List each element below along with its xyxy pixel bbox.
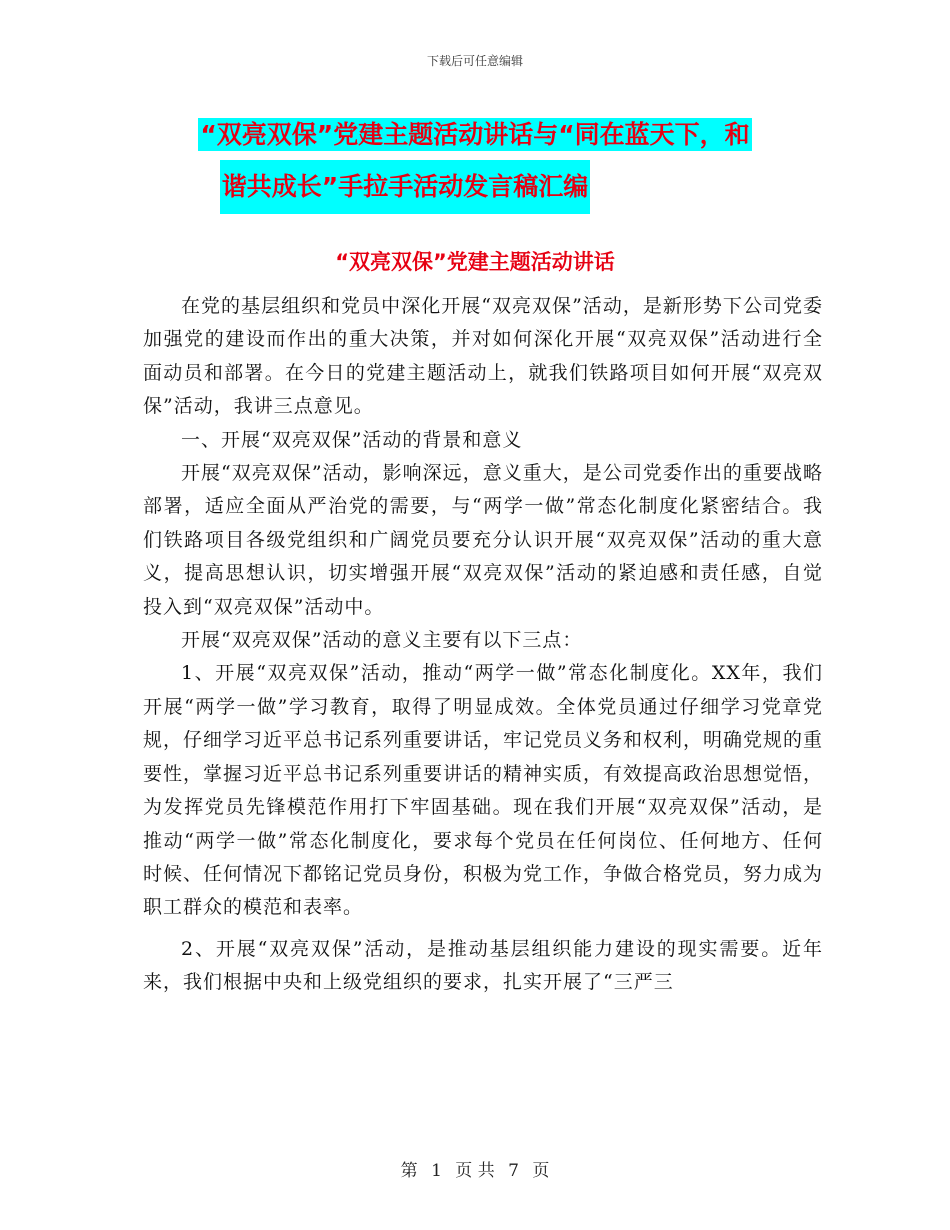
paragraph-heading-1: 一、开展“双亮双保”活动的背景和意义	[181, 428, 523, 451]
page-current: 1	[431, 1161, 442, 1181]
page-suffix: 页	[532, 1161, 550, 1181]
paragraph-significance-intro: 开展“双亮双保”活动的意义主要有以下三点：	[181, 629, 583, 652]
page-mid: 页 共	[455, 1161, 495, 1181]
page-prefix: 第	[400, 1161, 418, 1181]
document-title-line-2: 谐共成长”手拉手活动发言稿汇编	[220, 160, 590, 214]
section-title: “双亮双保”党建主题活动讲话	[335, 250, 615, 274]
paragraph-background: 开展“双亮双保”活动，影响深远，意义重大，是公司党委作出的重要战略部署，适应全面从严治党的需要，与“两学一做”常态化制度化紧密结合。我们铁路项目各级党组织和广阔党员要充分认识开展“双亮双保”活动的重大意义，提高思想认识，切实增强开展“双亮双保”活动的紧迫感和责任感，自觉投入到“双亮双保”活动中。	[143, 462, 823, 618]
paragraph-intro: 在党的基层组织和党员中深化开展“双亮双保”活动，是新形势下公司党委加强党的建设而作出的重大决策，并对如何深化开展“双亮双保”活动进行全面动员和部署。在今日的党建主题活动上，就我们铁路项目如何开展“双亮双保”活动，我讲三点意见。	[143, 295, 823, 418]
page-total: 7	[508, 1161, 519, 1181]
page-footer	[0, 1156, 950, 1181]
document-title	[0, 110, 950, 214]
paragraph-point-2: 2、开展“双亮双保”活动，是推动基层组织能力建设的现实需要。近年来，我们根据中央和上级党组织的要求，扎实开展了“三严三	[143, 937, 823, 994]
document-title-line-1: “双亮双保”党建主题活动讲话与“同在蓝天下，和	[200, 120, 750, 149]
header-note: 下载后可任意编辑	[426, 54, 523, 68]
paragraph-point-1: 1、开展“双亮双保”活动，推动“两学一做”常态化制度化。XX年，我们开展“两学一做”学习教育，取得了明显成效。全体党员通过仔细学习党章党规，仔细学习近平总书记系列重要讲话，牢记党员义务和权利，明确党规的重要性，掌握习近平总书记系列重要讲话的精神实质，有效提高政治思想觉悟，为发挥党员先锋模范作用打下牢固基础。现在我们开展“双亮双保”活动，是推动“两学一做”常态化制度化，要求每个党员在任何岗位、任何地方、任何时候、任何情况下都铭记党员身份，积极为党工作，争做合格党员，努力成为职工群众的模范和表率。	[143, 662, 824, 919]
document-body	[143, 290, 823, 1000]
